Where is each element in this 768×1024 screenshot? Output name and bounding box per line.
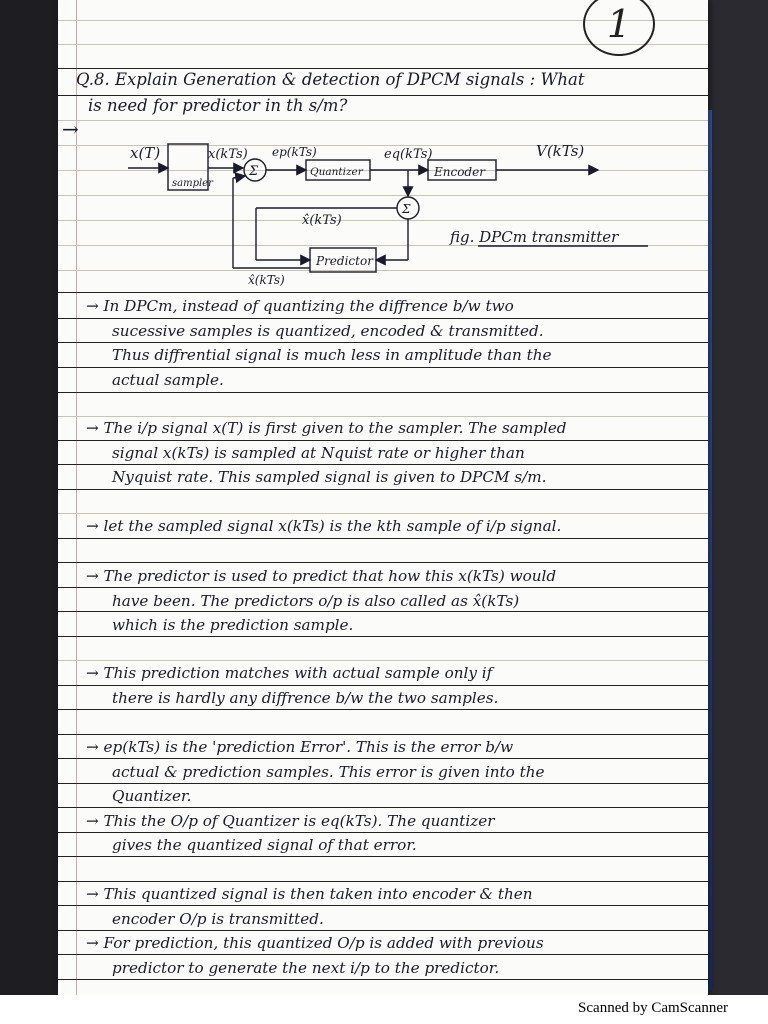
paragraph-line: → The predictor is used to predict that how this x(kTs) would bbox=[86, 567, 557, 585]
paragraph-line: sucessive samples is quantized, encoded & transmitted. bbox=[112, 321, 544, 340]
paragraph-line: → This the O/p of Quantizer is eq(kTs). The quantizer bbox=[86, 811, 495, 830]
paragraph-line: → let the sampled signal x(kTs) is the kth sample of i/p signal. bbox=[86, 517, 562, 535]
paragraph-line: → ep(kTs) is the 'prediction Error'. This is the error b/w bbox=[86, 738, 514, 756]
paragraph-4 bbox=[86, 564, 698, 638]
encoder-label: Encoder bbox=[434, 165, 485, 179]
quantizer-label: Quantizer bbox=[310, 166, 363, 178]
paragraph-line: Nyquist rate. This sampled signal is given to DPCM s/m. bbox=[112, 468, 547, 486]
paragraph-line: actual & prediction samples. This error is given into the bbox=[112, 762, 545, 781]
paragraph-7 bbox=[86, 882, 698, 931]
paragraph-line: actual sample. bbox=[112, 370, 224, 389]
paragraph-line: gives the quantized signal of that error. bbox=[112, 836, 417, 854]
sampled-label: x(kTs) bbox=[208, 147, 248, 162]
output-label: V(kTs) bbox=[536, 142, 585, 160]
diagram-caption: fig. DPCm transmitter bbox=[450, 228, 619, 246]
page-number: 1 bbox=[583, 0, 655, 56]
paragraph-line: encoder O/p is transmitted. bbox=[112, 909, 324, 928]
diagram-arrow: → bbox=[62, 120, 79, 141]
question-line-1: Q.8. Explain Generation & detection of DPCM signals : What bbox=[76, 70, 585, 89]
paragraph-3 bbox=[86, 514, 698, 539]
error-label: ep(kTs) bbox=[272, 145, 317, 159]
paragraph-line: Thus diffrential signal is much less in amplitude than the bbox=[112, 346, 552, 364]
dpcm-transmitter-diagram bbox=[58, 120, 708, 295]
paragraph-line: signal x(kTs) is sampled at Nquist rate or higher than bbox=[112, 443, 525, 462]
paragraph-line: have been. The predictors o/p is also called as x̂(kTs) bbox=[112, 591, 520, 610]
paragraph-line: Quantizer. bbox=[112, 787, 192, 805]
paragraph-2 bbox=[86, 416, 698, 490]
paragraph-line: there is hardly any diffrence b/w the two samples. bbox=[112, 688, 499, 707]
summer-symbol: Σ bbox=[249, 164, 259, 179]
paragraph-line: predictor to generate the next i/p to the predictor. bbox=[112, 958, 500, 977]
paragraph-line: → This prediction matches with actual sample only if bbox=[86, 664, 493, 682]
question-line-2: is need for predictor in th s/m? bbox=[88, 96, 348, 115]
predictor-label: Predictor bbox=[316, 254, 373, 268]
adder-symbol: Σ bbox=[402, 202, 411, 216]
paragraph-8 bbox=[86, 931, 698, 980]
paragraph-line: → In DPCm, instead of quantizing the diffrence b/w two bbox=[86, 297, 514, 315]
recon-label: x̂(kTs) bbox=[302, 213, 342, 228]
pred-out-label: x̂(kTs) bbox=[248, 273, 285, 287]
paragraph-line: → The i/p signal x(T) is first given to the sampler. The sampled bbox=[86, 419, 567, 437]
paragraph-line: → This quantized signal is then taken into encoder & then bbox=[86, 885, 533, 903]
sampler-label: sampler bbox=[172, 178, 213, 189]
scanner-watermark: Scanned by CamScanner bbox=[578, 1000, 728, 1016]
background-strip bbox=[708, 0, 768, 995]
paragraph-line: which is the prediction sample. bbox=[112, 616, 354, 634]
paragraph-6 bbox=[86, 735, 698, 858]
paragraph-5 bbox=[86, 661, 698, 710]
quantized-label: eq(kTs) bbox=[384, 147, 433, 162]
paragraph-line: → For prediction, this quantized O/p is added with previous bbox=[86, 934, 544, 952]
notebook-page bbox=[58, 0, 708, 995]
input-label: x(T) bbox=[130, 144, 161, 162]
paragraph-1 bbox=[86, 294, 698, 392]
